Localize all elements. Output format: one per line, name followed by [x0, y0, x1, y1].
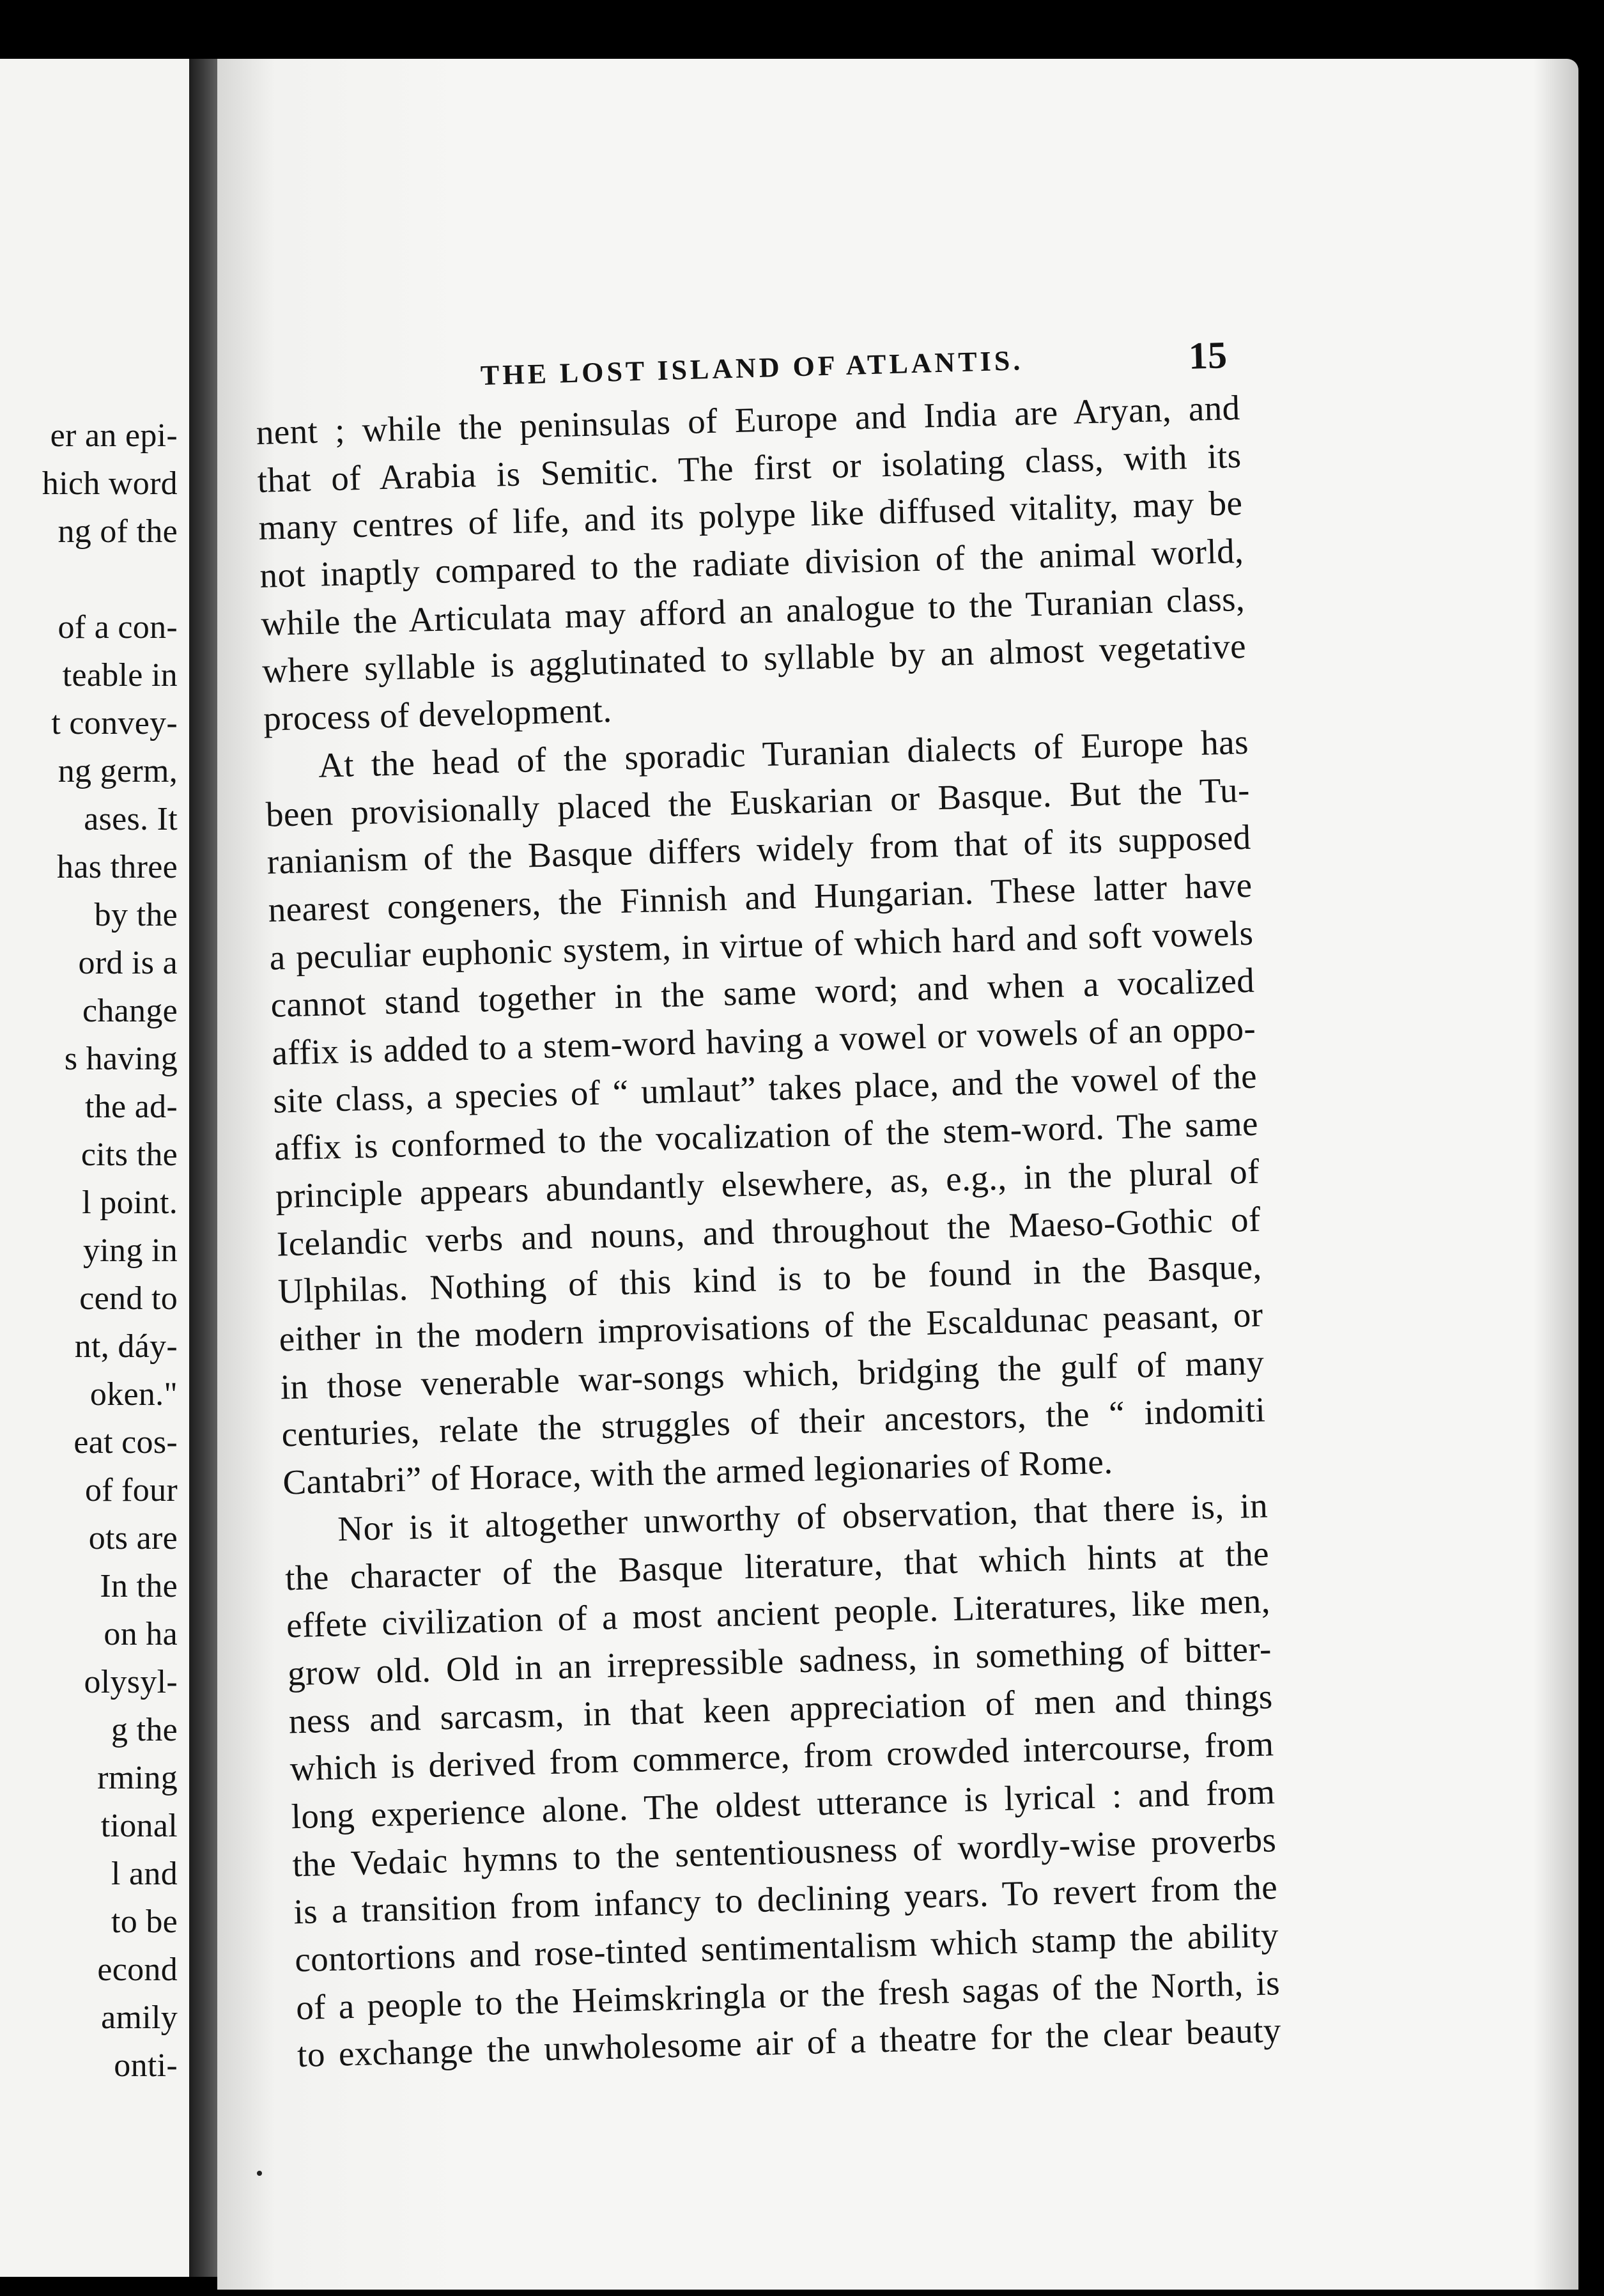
text-line: to exchange the unwholesome air of a theatre for the clear beauty [297, 2010, 1282, 2075]
left-line: rming [97, 1760, 178, 1796]
text-line: been provisionally placed the Euskarian or Basque. But the Tu- [265, 770, 1251, 834]
text-line: effete civilization of a most ancient people. Literatures, like men, [286, 1581, 1271, 1645]
text-line: affix is conformed to the vocalization of the stem-word. The same [274, 1103, 1259, 1168]
text-line: many centres of life, and its polype like diffused vitality, may be [258, 483, 1243, 548]
left-line: ases. It [84, 801, 178, 837]
text-line: Ulphilas. Nothing of this kind is to be found in the Basque, [277, 1246, 1263, 1311]
text-line: site class, a species of “ umlaut” takes place, and the vowel of the [272, 1056, 1258, 1121]
text-line: in those venerable war-songs which, bridging the gulf of many [279, 1342, 1265, 1407]
ink-speck [257, 2171, 262, 2176]
left-line: In the [100, 1568, 178, 1604]
text-line: that of Arabia is Semitic. The first or isolating class, with its [257, 435, 1242, 500]
text-line: either in the modern improvisations of the Escaldunac peasant, or [279, 1294, 1264, 1359]
text-line: Cantabri” of Horace, with the armed legionaries of Rome. [282, 1441, 1114, 1502]
left-line: nt, dáy- [74, 1328, 178, 1365]
left-line: cits the [81, 1136, 178, 1173]
left-line: change [82, 993, 178, 1029]
text-line: Icelandic verbs and nouns, and throughout the Maeso-Gothic of [276, 1199, 1261, 1264]
text-line: Nor is it altogether unworthy of observation, that there is, in [337, 1485, 1269, 1549]
facing-page-fragment [0, 59, 189, 2277]
left-line: eat cos- [73, 1424, 178, 1461]
text-line: while the Articulata may afford an analogue to the Turanian class, [260, 578, 1245, 643]
left-line: l and [111, 1856, 178, 1892]
text-line: grow old. Old in an irrepressible sadness, in something of bitter- [287, 1629, 1272, 1693]
running-head: THE LOST ISLAND OF ATLANTIS. [480, 345, 1024, 391]
left-line: has three [57, 849, 178, 885]
text-line: not inaptly compared to the radiate division of the animal world, [259, 531, 1244, 595]
text-line: of a people to the Heimskringla or the fresh sagas of the North, is [295, 1962, 1281, 2027]
text-line: the Vedaic hymns to the sententiousness of wordly-wise proverbs [291, 1819, 1277, 1884]
text-line: which is derived from commerce, from crowded intercourse, from [289, 1724, 1275, 1788]
page-edge-shadow [1534, 59, 1578, 2290]
text-line: the character of the Basque literature, that which hints at the [284, 1533, 1270, 1597]
left-line: onti- [114, 2047, 178, 2084]
left-line: to be [111, 1904, 178, 1940]
left-line: ying in [83, 1232, 178, 1269]
left-line: s having [64, 1041, 178, 1077]
left-line: ng germ, [58, 753, 178, 789]
left-line: t convey- [51, 705, 178, 741]
left-line: cend to [79, 1280, 178, 1317]
text-line: principle appears abundantly elsewhere, as, e.g., in the plural of [275, 1151, 1260, 1216]
left-line: ots are [88, 1520, 178, 1556]
text-line: affix is added to a stem-word having a vowel or vowels of an oppo- [271, 1008, 1256, 1073]
left-line: l point. [82, 1184, 178, 1221]
left-line: oken." [89, 1376, 178, 1413]
text-line: process of development. [263, 690, 613, 738]
left-line: g the [111, 1712, 178, 1748]
text-line: where syllable is agglutinated to syllable by an almost vegetative [261, 626, 1247, 691]
left-line: of four [84, 1472, 178, 1509]
text-line: nent ; while the peninsulas of Europe and India are Aryan, and [256, 388, 1241, 452]
text-line: nearest congeners, the Finnish and Hungarian. These latter have [268, 865, 1253, 929]
left-line: amily [101, 1999, 178, 2036]
left-line: tional [100, 1808, 178, 1844]
text-line: cannot stand together in the same word; and when a vocalized [270, 960, 1255, 1025]
left-line: er an epi- [50, 417, 178, 454]
left-line: olysyl- [84, 1664, 178, 1700]
text-line: ness and sarcasm, in that keen appreciation of men and things [288, 1676, 1274, 1741]
left-line: ord is a [78, 945, 178, 981]
text-line: centuries, relate the struggles of their ancestors, the “ indomiti [281, 1390, 1266, 1454]
left-line: by the [94, 897, 178, 933]
text-line: long experience alone. The oldest utterance is lyrical : and from [290, 1772, 1276, 1836]
left-line: of a con- [58, 609, 178, 646]
text-line: contortions and rose-tinted sentimentalism which stamp the ability [294, 1915, 1279, 1980]
text-line: At the head of the sporadic Turanian dialects of Europe has [318, 722, 1249, 785]
main-page [217, 59, 1578, 2290]
left-line: econd [97, 1951, 178, 1988]
left-line: on ha [104, 1616, 178, 1652]
text-line: a peculiar euphonic system, in virtue of which hard and soft vowels [268, 913, 1254, 977]
text-line: ranianism of the Basque differs widely from that of its supposed [266, 818, 1252, 881]
body-text [256, 384, 1282, 2079]
left-line: teable in [62, 657, 178, 694]
left-line: ng of the [58, 513, 178, 550]
page-number: 15 [1188, 334, 1228, 377]
left-line: hich word [42, 465, 178, 502]
left-line: the ad- [84, 1089, 178, 1125]
text-line: is a transition from infancy to declining years. To revert from the [293, 1867, 1278, 1932]
